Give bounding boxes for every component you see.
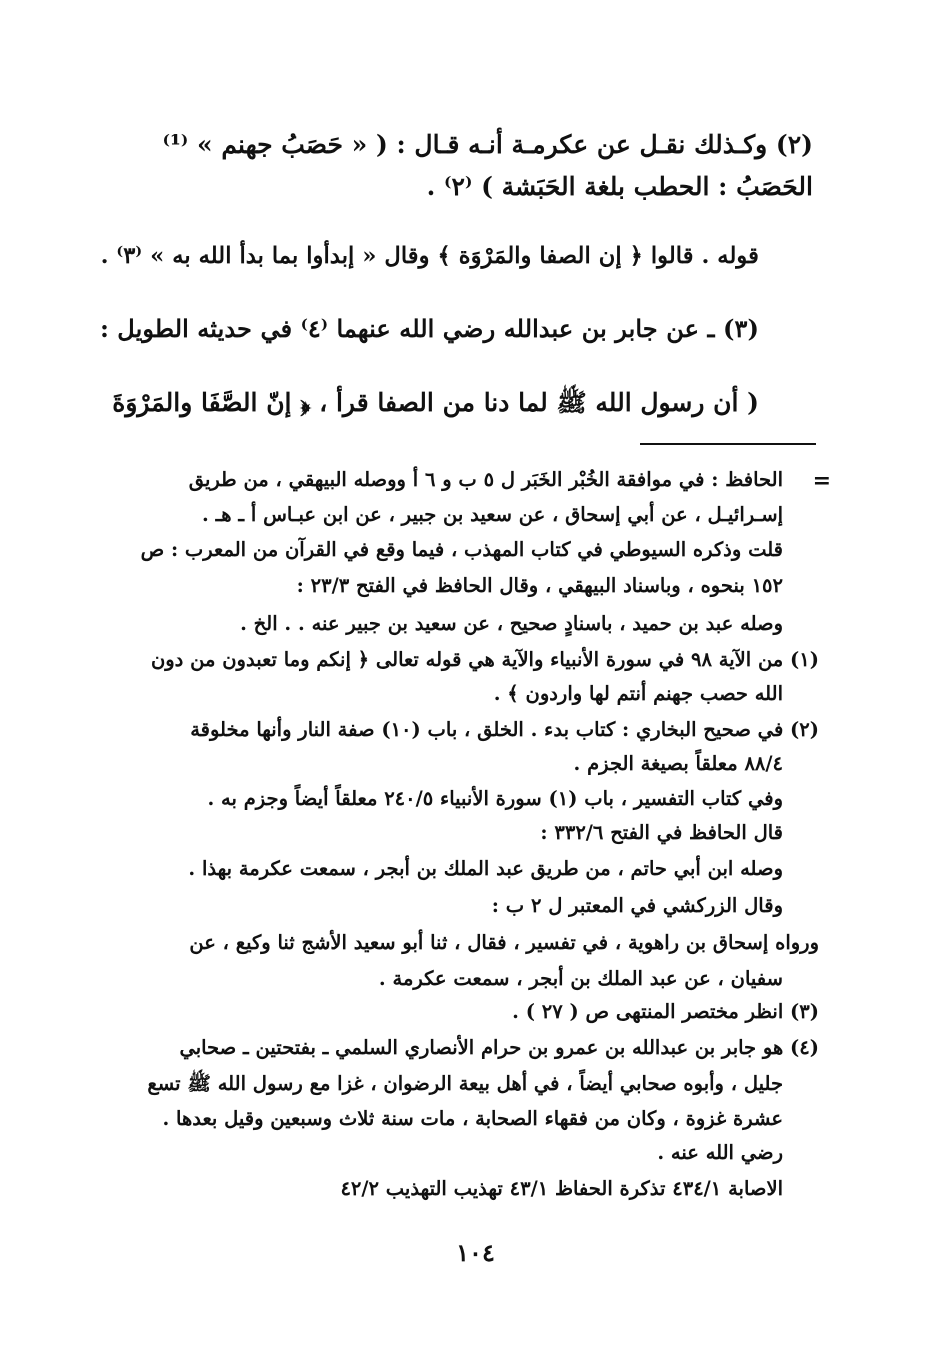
- footnote-divider: [640, 443, 816, 445]
- main-text-line: الحَصَبُ : الحطب بلغة الحَبَشة ) ⁽٢⁾ .: [426, 172, 813, 201]
- footnote-line: وصله عبد بن حميد ، باسنادٍ صحيح ، عن سعيد بن جبير عنه . . الخ .: [240, 612, 783, 635]
- footnote-line: (٢) في صحيح البخاري : كتاب بدء . الخلق ، باب (١٠) صفة النار وأنها مخلوقة: [190, 718, 819, 741]
- main-text-line: (٢) وكـذلك نقـل عن عكرمـة أنـه قـال : ( « حَصَبُ جهنم » ⁽¹⁾: [162, 130, 813, 159]
- footnote-line: قلت وذكره السيوطي في كتاب المهذب ، فيما وقع في القرآن من المعرب : ص: [140, 538, 783, 561]
- footnote-line: ٨٨/٤ معلقاً بصيغة الجزم .: [573, 752, 783, 775]
- main-text-line: قوله . قالوا ﴿ إن الصفا والمَرْوَة ﴾ وقال « إبدأوا بما بدأ الله به » ⁽٣⁾ .: [100, 243, 759, 269]
- page-number: ١٠٤: [456, 1238, 495, 1267]
- footnote-line: (٤) هو جابر بن عبدالله بن عمرو بن حرام الأنصاري السلمي ـ بفتحتين ـ صحابي: [179, 1036, 819, 1059]
- footnote-line: ورواه إسحاق بن راهوية ، في تفسير ، فقال ، ثنا أبو سعيد الأشج ثنا وكيع ، عن: [189, 931, 819, 954]
- footnote-line: (٣) انظر مختصر المنتهى ص ( ٢٧ ) .: [512, 1000, 819, 1023]
- footnote-line: وفي كتاب التفسير ، باب (١) سورة الأنبياء ٢٤٠/٥ معلقاً أيضاً وجزم به .: [207, 787, 783, 810]
- continuation-marker: =: [812, 468, 831, 494]
- main-text-line: (٣) ـ عن جابر بن عبدالله رضي الله عنهما ⁽٤⁾ في حديثه الطويل :: [99, 314, 759, 343]
- footnote-line: جليل ، وأبوه صحابي أيضاً ، في أهل بيعة الرضوان ، غزا مع رسول الله ﷺ تسع: [147, 1072, 783, 1095]
- footnote-line: الحافظ : في موافقة الخُبْر الخَبَر ل ٥ ب و ٦ أ ووصله البيهقي ، من طريق: [188, 468, 783, 491]
- main-text-line: ( أن رسول الله ﷺ لما دنا من الصفا قرأ ، ﴿ إنّ الصَّفَا والمَرْوَةَ: [112, 388, 759, 417]
- footnote-line: ١٥٢ بنحوه ، وباسناد البيهقي ، وقال الحافظ في الفتح ٢٣/٣ :: [296, 574, 783, 597]
- footnote-line: وقال الزركشي في المعتبر ل ٢ ب :: [491, 894, 783, 917]
- footnote-line: عشرة غزوة ، وكان من فقهاء الصحابة ، مات سنة ثلاث وسبعين وقيل بعدها .: [162, 1107, 783, 1130]
- footnote-line: الاصابة ٤٣٤/١ تذكرة الحفاظ ٤٣/١ تهذيب التهذيب ٤٢/٢: [340, 1177, 783, 1200]
- footnote-line: إسـرائيـل ، عن أبي إسحاق ، عن سعيد بن جبير ، عن ابن عبـاس أ ـ هـ .: [202, 503, 783, 526]
- footnote-line: قال الحافظ في الفتح ٣٣٢/٦ :: [540, 821, 783, 844]
- footnote-line: رضي الله عنه .: [657, 1141, 783, 1164]
- footnote-line: وصله ابن أبي حاتم ، من طريق عبد الملك بن أبجر ، سمعت عكرمة بهذا .: [188, 857, 783, 880]
- footnote-line: الله حصب جهنم أنتم لها واردون ﴾ .: [493, 682, 783, 705]
- footnote-line: (١) من الآية ٩٨ في سورة الأنبياء والآية هي قوله تعالى ﴿ إنكم وما تعبدون من دون: [150, 648, 819, 671]
- footnote-line: سفيان ، عن عبد الملك بن أبجر ، سمعت عكرمة .: [378, 967, 783, 990]
